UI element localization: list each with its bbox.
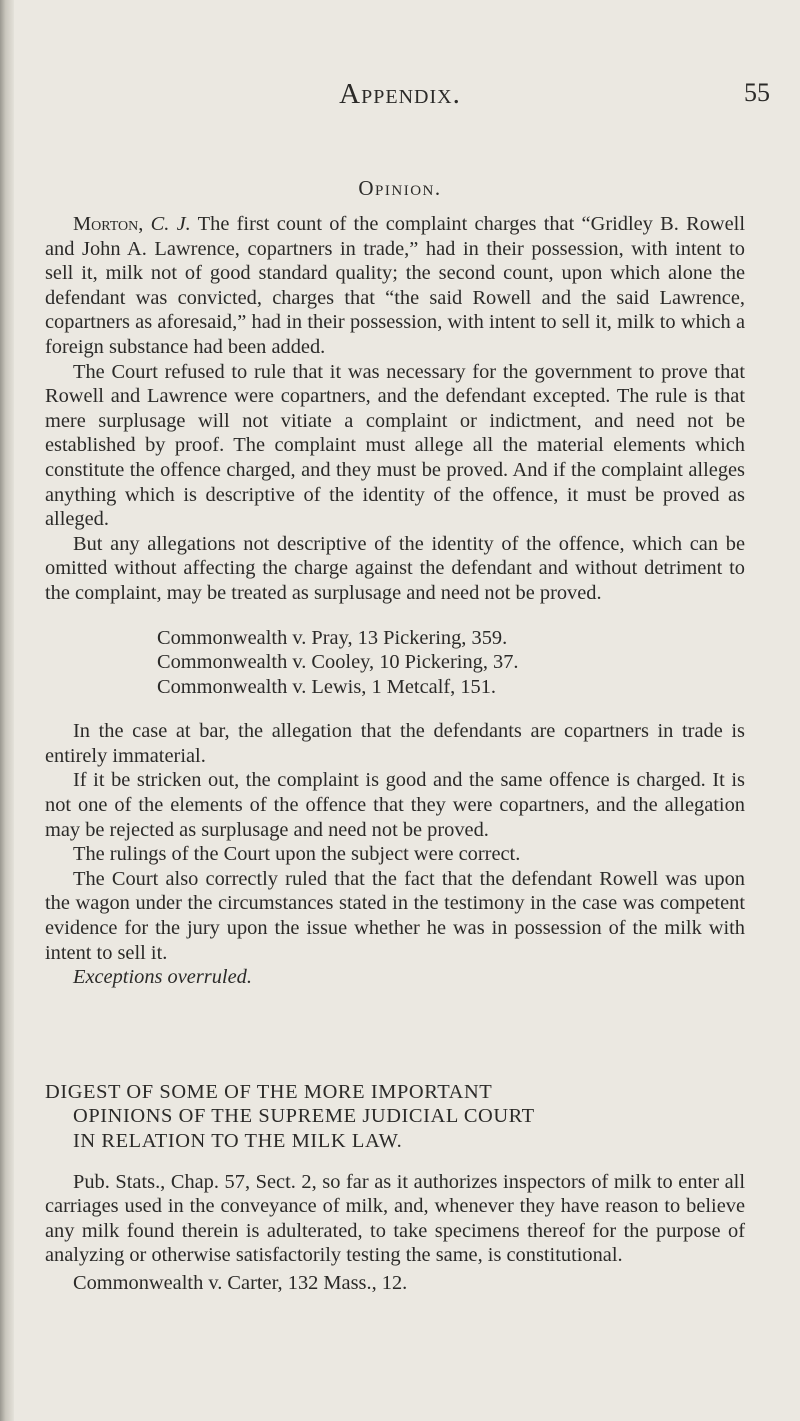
running-head bbox=[30, 78, 770, 118]
paragraph-text: The first count of the complaint charges that “Gridley B. Rowell and John A. Lawrence, copartners in trade,” had in their possession, with intent to sell it, milk not of good standard quality; the second count, upon which alone the defendant was convicted, charges that “the said Rowell and the said Lawrence, copartners as aforesaid,” had in their possession, with intent to sell it, milk to which a foreign substance had been added. bbox=[45, 213, 746, 358]
opinion-paragraph-1: Morton, C. J. The first count of the complaint charges that “Gridley B. Rowell and John A. Lawrence, copartners in trade,” had in their possession, with intent to sell it, milk not of good standard quality; the second count, upon which alone the defendant was convicted, charges that “the said Rowell and the said Lawrence, copartners as aforesaid,” had in their possession, with intent to sell it, milk to which a foreign substance had been added. bbox=[45, 213, 746, 358]
opinion-heading: Opinion. bbox=[358, 176, 442, 200]
page-body bbox=[45, 212, 745, 1296]
digest-citation: Commonwealth v. Carter, 132 Mass., 12. bbox=[73, 1271, 408, 1294]
citation-item: Commonwealth v. Pray, 13 Pickering, 359. bbox=[157, 626, 508, 649]
opinion-paragraph-3: But any allegations not descriptive of the identity of the offence, which can be omitted without affecting the charge against the defendant and without detriment to the complaint, may be treated as surplusage and need not be proved. bbox=[45, 532, 745, 604]
running-title: Appendix. bbox=[339, 78, 461, 110]
opinion-paragraph-7: The Court also correctly ruled that the fact that the defendant Rowell was upon the wagon under the circumstances stated in the testimony in the case was competent evidence for the jury upon the issue whether he was in possession of the milk with intent to sell it. bbox=[45, 867, 745, 964]
opinion-paragraph-5: If it be stricken out, the complaint is good and the same offence is charged. It is not one of the elements of the offence that they were copartners, and the allegation may be rejected as surplusage and need not be proved. bbox=[45, 769, 745, 841]
digest-paragraph-1: Pub. Stats., Chap. 57, Sect. 2, so far as it authorizes inspectors of milk to enter all carriages used in the conveyance of milk, and, whenever they have reason to believe any milk found therein is adulterated, to take specimens thereof for the purpose of analyzing or otherwise satisfactorily testing the same, is constitutional. bbox=[45, 1170, 745, 1267]
judge-title: C. J. bbox=[150, 213, 191, 235]
digest-heading-line: OPINIONS OF THE SUPREME JUDICIAL COURT bbox=[73, 1105, 535, 1128]
digest-heading-line: IN RELATION TO THE MILK LAW. bbox=[73, 1130, 403, 1152]
judge-name: Morton bbox=[73, 213, 139, 235]
citation-item: Commonwealth v. Cooley, 10 Pickering, 37. bbox=[157, 651, 519, 674]
opinion-paragraph-2: The Court refused to rule that it was necessary for the government to prove that Rowell and Lawrence were copartners, and the defendant excepted. The rule is that mere surplusage will not vitiate a complaint or indictment, and need not be established by proof. The complaint must allege all the material elements which constitute the offence charged, and they must be proved. And if the complaint alleges anything which is descriptive of the identity of the offence, it must be proved as alleged. bbox=[45, 360, 745, 531]
opinion-paragraph-4: In the case at bar, the allegation that the defendants are copartners in trade is entirely immaterial. bbox=[45, 720, 745, 767]
book-page bbox=[30, 0, 770, 1421]
exceptions-overruled: Exceptions overruled. bbox=[73, 966, 252, 989]
citation-item: Commonwealth v. Lewis, 1 Metcalf, 151. bbox=[157, 675, 497, 698]
digest-heading bbox=[45, 1080, 745, 1154]
page-binding-edge bbox=[0, 0, 14, 1421]
citation-list bbox=[45, 626, 745, 700]
opinion-paragraph-6: The rulings of the Court upon the subject were correct. bbox=[73, 843, 521, 866]
page-number: 55 bbox=[744, 78, 770, 107]
digest-heading-line: DIGEST OF SOME OF THE MORE IMPORTANT bbox=[45, 1080, 493, 1103]
